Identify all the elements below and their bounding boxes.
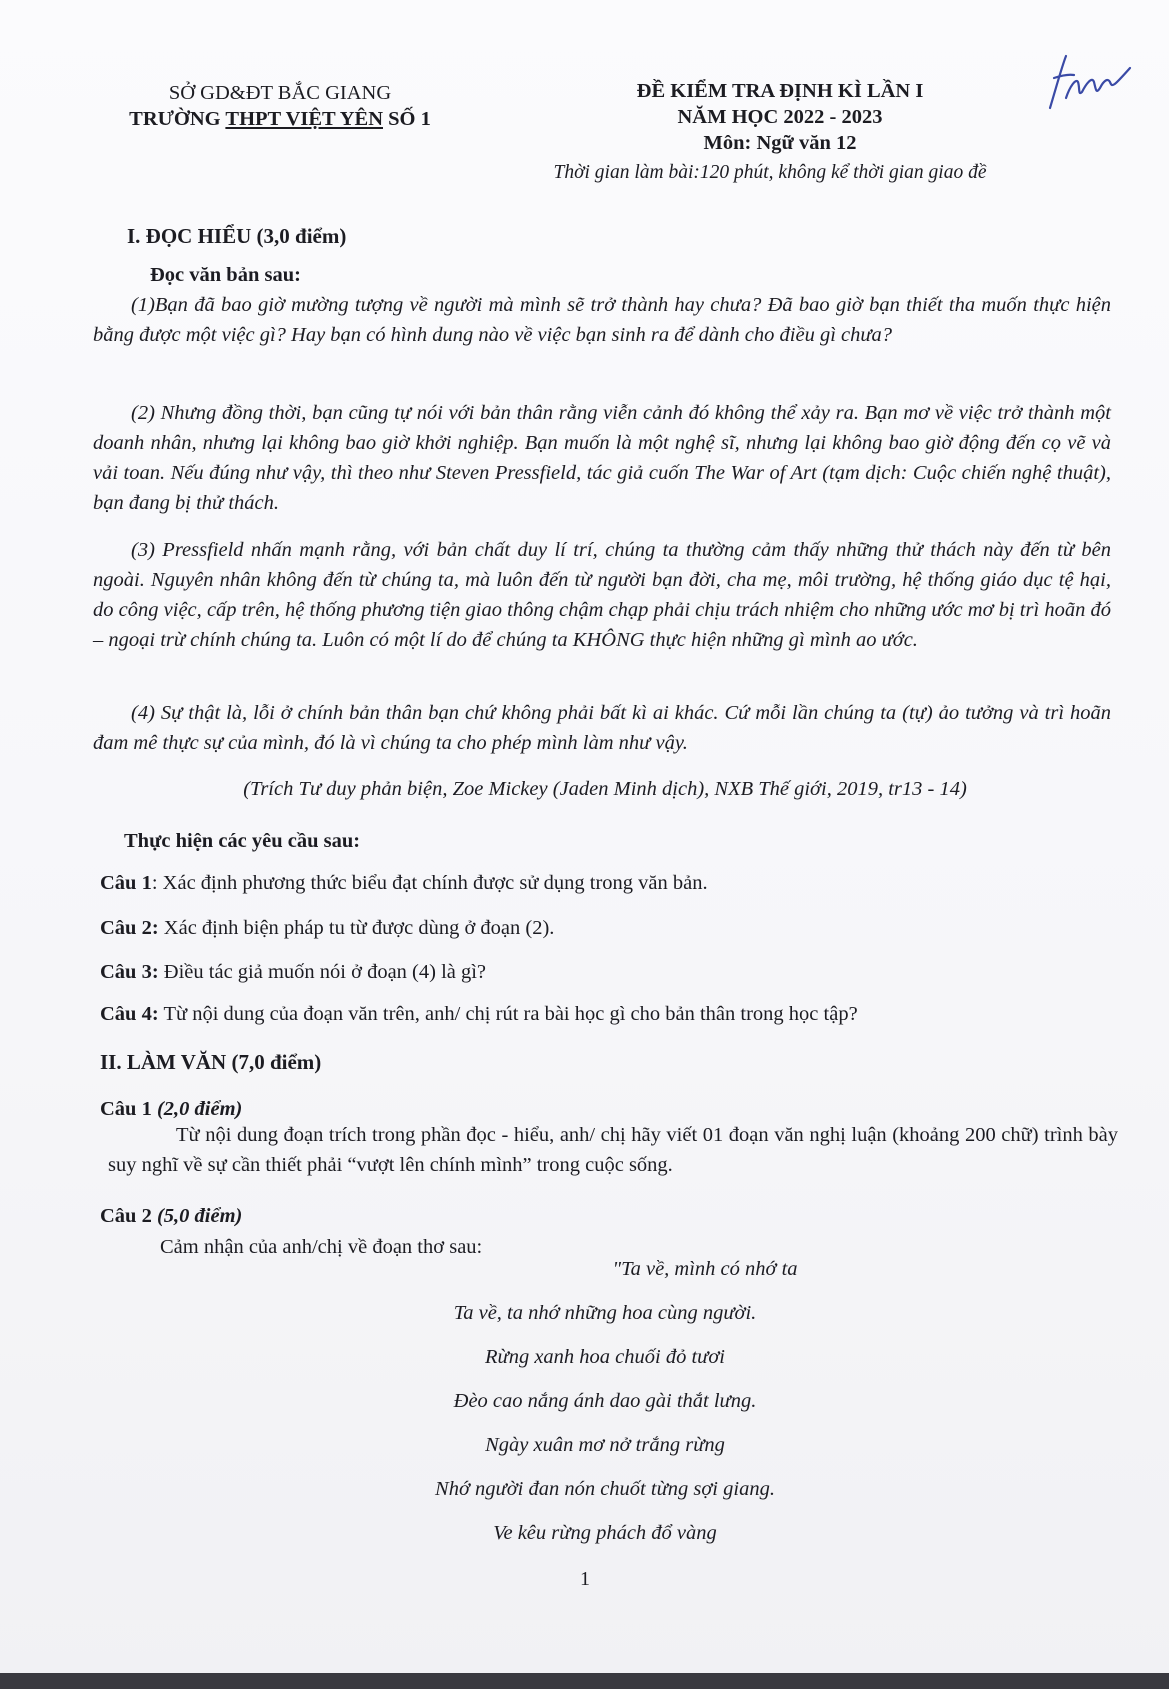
passage-paragraph-4: (4) Sự thật là, lỗi ở chính bản thân bạn chứ không phải bất kì ai khác. Cứ mỗi lần chúng ta (tự) ảo tưởng và trì hoãn đam mê thực sự của mình, đó là vì chúng ta cho phép mình làm như vậy. bbox=[93, 702, 1111, 754]
essay-question-2-text: Cảm nhận của anh/chị về đoạn thơ sau: bbox=[160, 1236, 483, 1258]
page-number: 1 bbox=[580, 1568, 590, 1590]
header-right bbox=[560, 78, 1000, 156]
poem-line-7: Ve kêu rừng phách đổ vàng bbox=[493, 1522, 717, 1544]
poem-line-1: "Ta về, mình có nhớ ta bbox=[612, 1258, 798, 1280]
scan-edge bbox=[0, 1673, 1169, 1689]
section-1-title: I. ĐỌC HIỂU (3,0 điểm) bbox=[127, 224, 347, 248]
question-2: Câu 2: Xác định biện pháp tu từ được dùng ở đoạn (2). bbox=[100, 917, 555, 939]
section-2-title: II. LÀM VĂN (7,0 điểm) bbox=[100, 1050, 322, 1074]
poem-line-4: Đèo cao nắng ánh dao gài thắt lưng. bbox=[453, 1390, 757, 1412]
poem-line-3: Rừng xanh hoa chuối đỏ tươi bbox=[485, 1346, 725, 1368]
exam-title: ĐỀ KIỂM TRA ĐỊNH KÌ LẦN I bbox=[636, 80, 924, 102]
essay-question-2-heading: Câu 2 (5,0 điểm) bbox=[100, 1205, 243, 1227]
passage-paragraph-3: (3) Pressfield nhấn mạnh rằng, với bản chất duy lí trí, chúng ta thường cảm thấy những thử thách này đến từ bên ngoài. Nguyên nhân không đến từ chúng ta, mà luôn đến từ người bạn đời, cha mẹ, môi trường, hệ thống giáo dục tệ hại, do công việc, cấp trên, hệ thống phương tiện giao thông chậm chạp phải chịu trách nhiệm cho những ước mơ bị trì hoãn đó – ngoại trừ chính chúng ta. Luôn có một lí do để chúng ta KHÔNG thực hiện những gì mình ao ước. bbox=[93, 539, 1111, 651]
school-year: NĂM HỌC 2022 - 2023 bbox=[677, 106, 883, 128]
time-note-wrap bbox=[470, 160, 1070, 186]
signature-icon bbox=[1042, 48, 1132, 118]
essay-question-1-text: Từ nội dung đoạn trích trong phần đọc - hiểu, anh/ chị hãy viết 01 đoạn văn nghị luận (khoảng 200 chữ) trình bày suy nghĩ về sự cần thiết phải “vượt lên chính mình” trong cuộc sống. bbox=[108, 1124, 1118, 1176]
essay-question-1-heading: Câu 1 (2,0 điểm) bbox=[100, 1098, 243, 1120]
question-3: Câu 3: Điều tác giả muốn nói ở đoạn (4) là gì? bbox=[100, 961, 487, 983]
poem-line-5: Ngày xuân mơ nở trắng rừng bbox=[485, 1434, 725, 1456]
question-1: Câu 1: Xác định phương thức biểu đạt chính được sử dụng trong văn bản. bbox=[100, 872, 708, 894]
question-4: Câu 4: Từ nội dung của đoạn văn trên, anh/ chị rút ra bài học gì cho bản thân trong học tập? bbox=[100, 1003, 858, 1025]
passage-citation: (Trích Tư duy phản biện, Zoe Mickey (Jaden Minh dịch), NXB Thế giới, 2019, tr13 - 14) bbox=[243, 778, 967, 800]
time-note: Thời gian làm bài:120 phút, không kể thời gian giao đề bbox=[553, 162, 987, 183]
department-name: SỞ GD&ĐT BẮC GIANG bbox=[168, 82, 392, 104]
tasks-title: Thực hiện các yêu cầu sau: bbox=[124, 830, 361, 852]
school-name: TRƯỜNG THPT VIỆT YÊN SỐ 1 bbox=[129, 108, 431, 130]
poem-line-2: Ta về, ta nhớ những hoa cùng người. bbox=[453, 1302, 757, 1324]
subject: Môn: Ngữ văn 12 bbox=[703, 132, 857, 154]
reading-instruction: Đọc văn bản sau: bbox=[150, 264, 301, 286]
header-left bbox=[95, 80, 465, 132]
poem-line-6: Nhớ người đan nón chuốt từng sợi giang. bbox=[435, 1478, 775, 1500]
passage-paragraph-1: (1)Bạn đã bao giờ mường tượng về người mà mình sẽ trở thành hay chưa? Đã bao giờ bạn thiết tha muốn thực hiện bằng được một việc gì? Hay bạn có hình dung nào về việc bạn sinh ra để dành cho điều gì chưa? bbox=[93, 294, 1111, 346]
passage-paragraph-2: (2) Nhưng đồng thời, bạn cũng tự nói với bản thân rằng viễn cảnh đó không thể xảy ra. Bạn mơ về việc trở thành một doanh nhân, nhưng lại không bao giờ khởi nghiệp. Bạn muốn là một nghệ sĩ, nhưng lại không bao giờ động đến cọ vẽ và vải toan. Nếu đúng như vậy, thì theo như Steven Pressfield, tác giả cuốn The War of Art (tạm dịch: Cuộc chiến nghệ thuật), bạn đang bị thử thách. bbox=[93, 402, 1111, 514]
